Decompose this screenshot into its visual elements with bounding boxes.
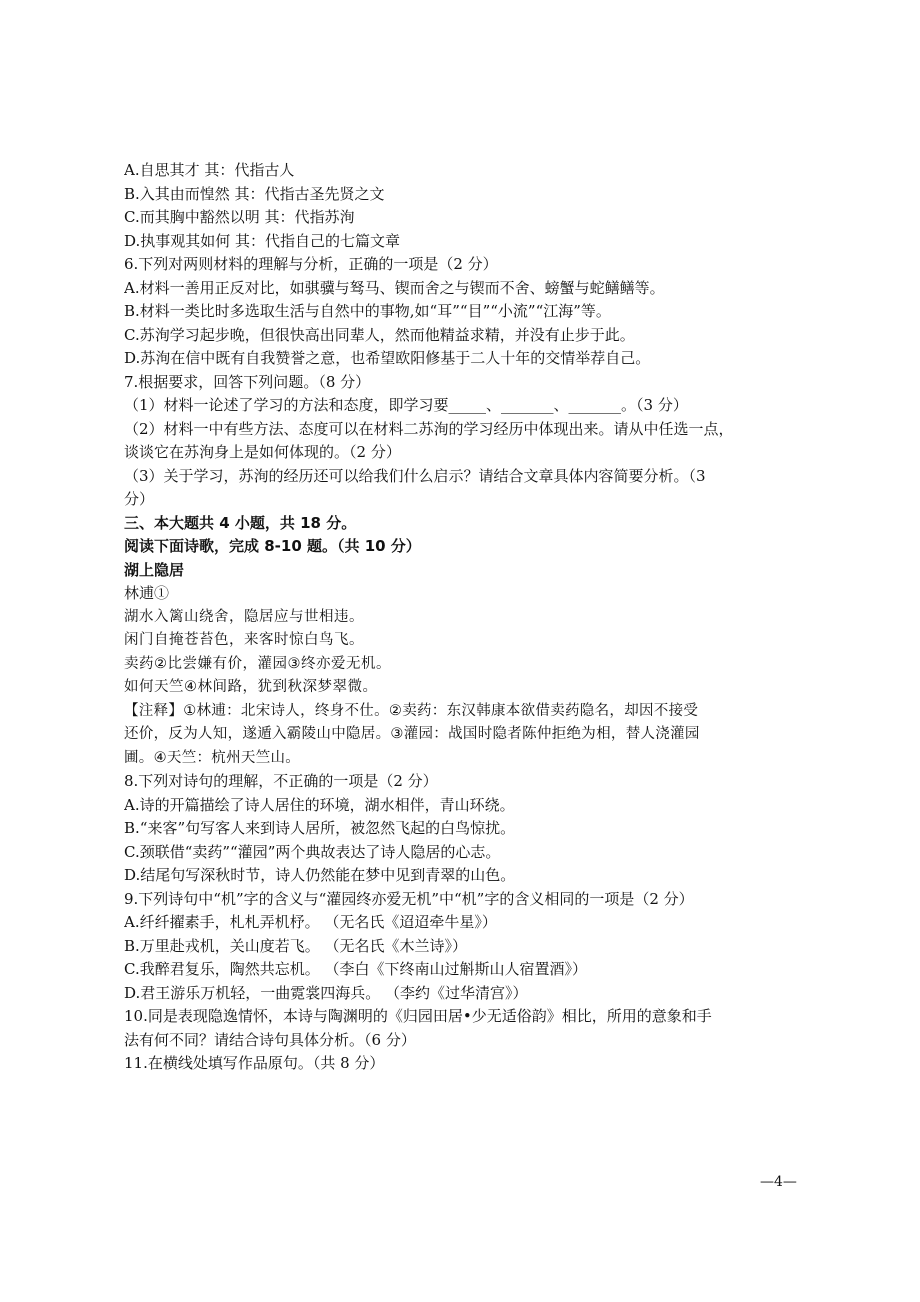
q9-stem: 9.下列诗句中“机”字的含义与“灌园终亦爱无机”中“机”字的含义相同的一项是（2 分） — [124, 889, 694, 908]
reading-instruction: 阅读下面诗歌，完成 8-10 题。（共 10 分） — [124, 537, 421, 555]
poem-line-4: 如何天竺④林间路，犹到秋深梦翠微。 — [124, 679, 378, 695]
q5-option-d: D.执事观其如何 其：代指自己的七篇文章 — [124, 231, 401, 250]
q6-option-c: C.苏洵学习起步晚，但很快高出同辈人，然而他精益求精，并没有止步于此。 — [124, 325, 635, 344]
q9-option-a: A.纤纤擢素手，札札弄机杼。 （无名氏《迢迢牵牛星》） — [124, 913, 497, 931]
q7-part-3-line-2: 分） — [124, 490, 155, 508]
page-content — [124, 159, 814, 1076]
q6-stem: 6.下列对两则材料的理解与分析，正确的一项是（2 分） — [124, 255, 498, 273]
poem-title: 湖上隐居 — [124, 560, 185, 579]
annotation-line-2: 还价，反为人知，遂遁入霸陵山中隐居。③灌园：战国时隐者陈仲拒绝为相，替人浇灌园 — [124, 726, 700, 742]
q10-stem-line-1: 10.同是表现隐逸情怀，本诗与陶渊明的《归园田居•少无适俗韵》相比，所用的意象和手 — [124, 1007, 712, 1025]
q8-option-d: D.结尾句写深秋时节，诗人仍然能在梦中见到青翠的山色。 — [124, 866, 516, 884]
q11-stem: 11.在横线处填写作品原句。（共 8 分） — [124, 1054, 385, 1072]
q6-option-a: A.材料一善用正反对比，如骐骥与驽马、锲而舍之与锲而不舍、螃蟹与蛇鳝鳝等。 — [124, 278, 665, 297]
q9-option-d: D.君王游乐万机轻，一曲霓裳四海兵。 （李约《过华清宫》） — [124, 983, 528, 1002]
q7-part-2-line-2: 谈谈它在苏洵身上是如何体现的。（2 分） — [124, 443, 401, 461]
annotation-line-3: 圃。④天竺：杭州天竺山。 — [124, 749, 301, 766]
q5-option-c: C.而其胸中豁然以明 其：代指苏洵 — [124, 208, 355, 226]
page-number: —4— — [760, 1174, 797, 1190]
section-three-heading: 三、本大题共 4 小题，共 18 分。 — [124, 513, 357, 532]
q5-option-a: A.自思其才 其：代指古人 — [124, 161, 295, 179]
poem-line-1: 湖水入篱山绕舍，隐居应与世相违。 — [124, 608, 364, 625]
q9-option-b: B.万里赴戎机，关山度若飞。 （无名氏《木兰诗》） — [124, 936, 468, 955]
q7-stem: 7.根据要求，回答下列问题。（8 分） — [124, 372, 371, 391]
q8-option-a: A.诗的开篇描绘了诗人居住的环境，湖水相伴，青山环绕。 — [124, 795, 515, 814]
q8-option-c: C.颈联借“卖药”“灌园”两个典故表达了诗人隐居的心志。 — [124, 842, 501, 861]
q6-option-d: D.苏洵在信中既有自我赞誉之意，也希望欧阳修基于二人十年的交情举荐自己。 — [124, 349, 651, 367]
q5-option-b: B.入其由而惶然 其：代指古圣先贤之文 — [124, 184, 385, 203]
q9-option-c: C.我醉君复乐，陶然共忘机。 （李白《下终南山过斛斯山人宿置酒》） — [124, 960, 587, 978]
q7-part-3-line-1: （3）关于学习，苏洵的经历还可以给我们什么启示？请结合文章具体内容简要分析。（3 — [124, 466, 706, 485]
q8-option-b: B.“来客”句写客人来到诗人居所，被忽然飞起的白鸟惊扰。 — [124, 819, 516, 837]
q10-stem-line-2: 法有何不同？请结合诗句具体分析。（6 分） — [124, 1030, 416, 1049]
poem-line-3: 卖药②比尝嫌有价，灌园③终亦爱无机。 — [124, 655, 391, 672]
poem-line-2: 闲门自掩苍苔色，来客时惊白鸟飞。 — [124, 632, 364, 648]
annotation-line-1: 【注释】①林逋：北宋诗人，终身不仕。②卖药：东汉韩康本欲借卖药隐名，却因不接受 — [124, 702, 699, 719]
q8-stem: 8.下列对诗句的理解，不正确的一项是（2 分） — [124, 772, 438, 790]
q6-option-b: B.材料一类比时多选取生活与自然中的事物,如“耳”“目”“小流”“江海”等。 — [124, 302, 611, 320]
q7-part-2-line-1: （2）材料一中有些方法、态度可以在材料二苏洵的学习经历中体现出来。请从中任选一点， — [124, 419, 734, 438]
poem-author: 林逋① — [124, 584, 170, 602]
q7-part-1: （1）材料一论述了学习的方法和态度，即学习要_____、_______、_______。（3 分） — [124, 396, 688, 414]
